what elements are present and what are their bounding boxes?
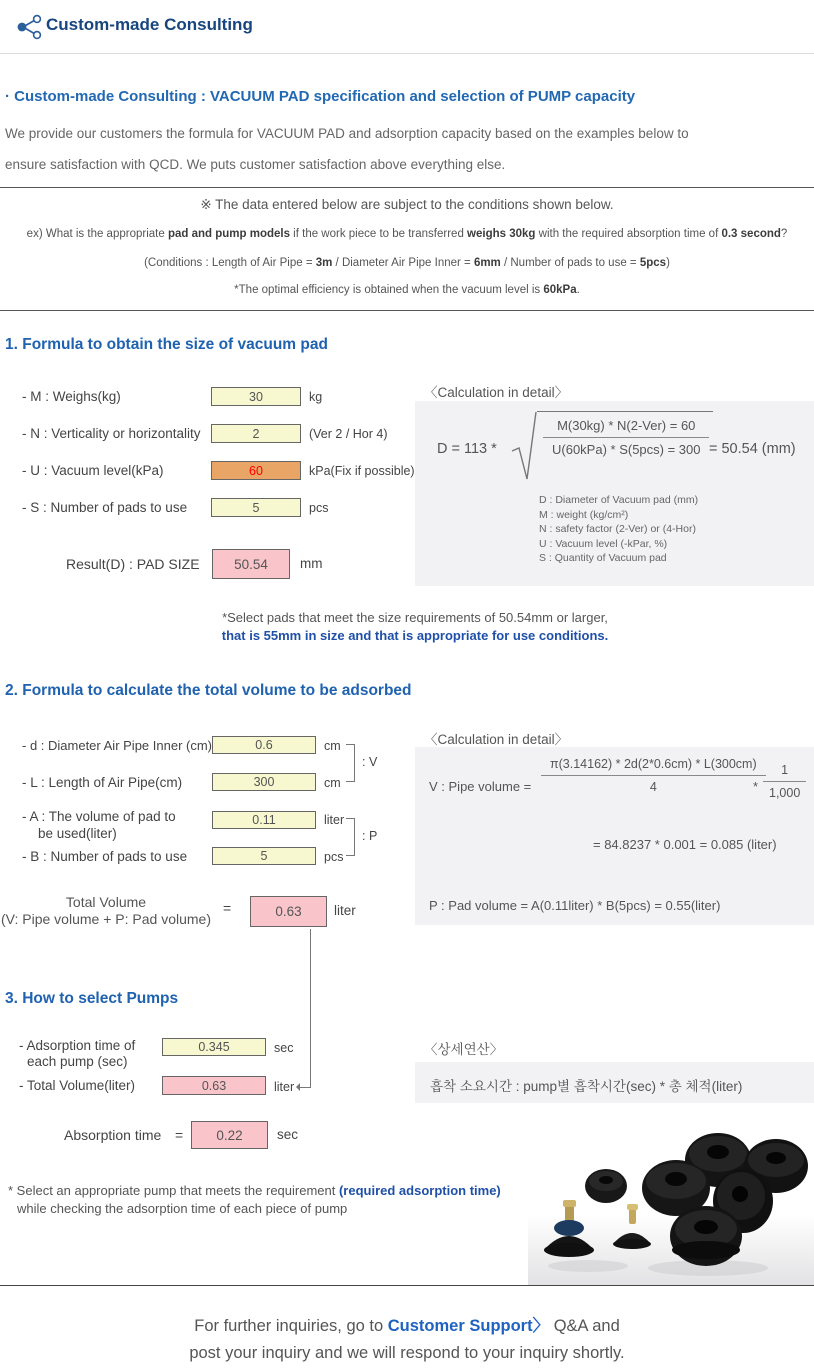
input-pipe-diameter[interactable]: 0.6 <box>212 736 316 754</box>
input-pad-count[interactable]: 5 <box>211 498 301 517</box>
total-volume-label-1: Total Volume <box>65 894 147 910</box>
fraction-denominator: U(60kPa) * S(5pcs) = 300 <box>552 442 701 457</box>
footer-line-1 <box>0 1312 814 1336</box>
calc-detail-header-2: 〈Calculation in detail〉 <box>424 732 569 747</box>
field-label-a-2: be used(liter) <box>38 826 117 841</box>
formula-d-result: = 50.54 (mm) <box>709 441 796 457</box>
total-volume-label-2: (V: Pipe volume + P: Pad volume) <box>1 911 211 927</box>
result-pad-size-value: 50.54 <box>212 549 290 579</box>
unit-liter-s3: liter <box>274 1080 295 1094</box>
field-label-l: - L : Length of Air Pipe(cm) <box>22 775 183 790</box>
conditions-top-divider <box>0 187 814 188</box>
legend-s: S : Quantity of Vacuum pad <box>539 552 667 564</box>
share-icon <box>16 13 44 41</box>
pad-donut <box>585 1169 627 1203</box>
unit-pcs-2: pcs <box>324 850 344 864</box>
legend-d: D : Diameter of Vacuum pad (mm) <box>539 494 699 506</box>
conditions-note: ※ The data entered below are subject to the conditions shown below. <box>200 197 614 212</box>
legend-u: U : Vacuum level (-kPar, %) <box>539 537 668 550</box>
pump-selection-note-1: * Select an appropriate pump that meets the requirement (required adsorption time) <box>8 1183 501 1198</box>
calc-detail-panel-3 <box>415 1062 814 1103</box>
total-volume-value: 0.63 <box>250 896 327 927</box>
footer-pre: For further inquiries, go to <box>194 1317 388 1335</box>
unit-ver-hor: (Ver 2 / Hor 4) <box>309 427 388 441</box>
unit-sec-1: sec <box>274 1041 294 1055</box>
adsorption-time-label-1: - Adsorption time of <box>19 1038 136 1053</box>
header-divider <box>0 53 814 54</box>
unit-kpa: kPa(Fix if possible) <box>309 464 415 478</box>
k-fraction-numerator: 1 <box>763 761 806 782</box>
total-volume-label-s3: - Total Volume(liter) <box>19 1078 136 1093</box>
formula-sqrt <box>511 411 713 483</box>
v-pipe-volume-label: V : Pipe volume = <box>429 779 532 794</box>
bracket-p <box>346 818 355 856</box>
unit-pcs: pcs <box>309 501 329 515</box>
v-fraction-denominator: 4 <box>649 780 657 794</box>
conditions-optimal: *The optimal efficiency is obtained when the vacuum level is 60kPa. <box>234 284 580 296</box>
bracket-v-label: : V <box>362 755 378 769</box>
total-volume-label <box>0 894 212 928</box>
v-fraction <box>541 755 766 796</box>
pad-selection-note-2: that is 55mm in size and that is appropriate for use conditions. <box>221 628 609 643</box>
field-label-m: - M : Weighs(kg) <box>22 389 121 404</box>
input-pipe-length[interactable]: 300 <box>212 773 316 791</box>
pad-disc <box>670 1206 742 1266</box>
absorption-time-eq: = <box>175 1127 184 1143</box>
pad-selection-note-1: *Select pads that meet the size requirements of 50.54mm or larger, <box>222 610 608 625</box>
formula-d-prefix: D = 113 * <box>437 441 497 457</box>
input-vacuum-level[interactable]: 60 <box>211 461 301 480</box>
connector-horizontal-line <box>300 1087 311 1088</box>
unit-mm: mm <box>300 556 323 571</box>
page-title: Custom-made Consulting <box>46 15 253 34</box>
section1-title: 1. Formula to obtain the size of vacuum pad <box>5 336 328 353</box>
conditions-example: ex) What is the appropriate pad and pump models if the work piece to be transferred weighs 30kg with the required absorption time of 0.3 second? <box>26 228 788 240</box>
korean-calc-line: 흡착 소요시간 : pump별 흡착시간(sec) * 총 체적(liter) <box>430 1079 743 1094</box>
k-fraction <box>763 761 806 802</box>
unit-liter-1: liter <box>324 813 345 827</box>
calc-detail-header-1: 〈Calculation in detail〉 <box>424 385 569 400</box>
unit-sec-result: sec <box>277 1127 299 1142</box>
input-adsorption-time[interactable]: 0.345 <box>162 1038 266 1056</box>
v-fraction-numerator: π(3.14162) * 2d(2*0.6cm) * L(300cm) <box>541 755 766 776</box>
section3-title: 3. How to select Pumps <box>5 990 179 1007</box>
footer-line-2: post your inquiry and we will respond to your inquiry shortly. <box>189 1344 625 1362</box>
field-label-u: - U : Vacuum level(kPa) <box>22 463 164 478</box>
unit-kg: kg <box>309 390 323 404</box>
field-label-s: - S : Number of pads to use <box>22 500 188 515</box>
input-weight[interactable]: 30 <box>211 387 301 406</box>
pump-selection-note-2: while checking the adsorption time of each piece of pump <box>17 1201 348 1216</box>
fraction-numerator: M(30kg) * N(2-Ver) = 60 <box>543 416 709 438</box>
input-pad-count-2[interactable]: 5 <box>212 847 316 865</box>
absorption-time-value: 0.22 <box>191 1121 268 1149</box>
intro-line-2: ensure satisfaction with QCD. We puts customer satisfaction above everything else. <box>5 157 506 172</box>
k-fraction-denominator: 1,000 <box>769 786 801 800</box>
legend-m: M : weight (kg/cm²) <box>539 508 629 521</box>
formula-fraction <box>543 416 709 457</box>
legend-n: N : safety factor (2-Ver) or (4-Hor) <box>539 523 696 535</box>
bracket-p-label: : P <box>362 829 378 843</box>
vacuum-pads-photo <box>528 1126 814 1286</box>
calc-detail-header-3: 〈상세연산〉 <box>424 1042 504 1057</box>
field-label-b: - B : Number of pads to use <box>22 849 188 864</box>
field-label-d: - d : Diameter Air Pipe Inner (cm) <box>22 738 212 753</box>
calc-detail-panel-2 <box>415 747 814 925</box>
input-pad-volume[interactable]: 0.11 <box>212 811 316 829</box>
section2-title: 2. Formula to calculate the total volume to be adsorbed <box>5 682 412 699</box>
calc-detail-panel-1 <box>415 401 814 586</box>
total-volume-value-s3: 0.63 <box>162 1076 266 1095</box>
unit-liter-total: liter <box>334 903 356 918</box>
unit-cm-2: cm <box>324 776 341 790</box>
field-label-a-1: - A : The volume of pad to <box>22 809 176 824</box>
customer-support-link[interactable]: Customer Support〉 <box>387 1317 550 1335</box>
section-subtitle: · Custom-made Consulting : VACUUM PAD specification and selection of PUMP capacity <box>5 88 636 105</box>
conditions-bottom-divider <box>0 310 814 311</box>
input-verticality[interactable]: 2 <box>211 424 301 443</box>
footer-post: Q&A and <box>549 1317 620 1335</box>
connector-vertical-line <box>310 929 311 1088</box>
intro-paragraph <box>5 118 689 180</box>
total-volume-eq: = <box>223 900 232 916</box>
intro-line-1: We provide our customers the formula for VACUUM PAD and adsorption capacity based on the examples below to <box>5 126 689 141</box>
result-pad-size-label: Result(D) : PAD SIZE <box>66 556 200 572</box>
absorption-time-label: Absorption time <box>64 1127 162 1143</box>
radical-sign-icon <box>511 411 537 483</box>
formula-legend <box>539 493 698 566</box>
conditions-line: (Conditions : Length of Air Pipe = 3m / Diameter Air Pipe Inner = 6mm / Number of pads to use = 5pcs) <box>144 257 670 269</box>
v-times: * <box>753 779 759 794</box>
adsorption-time-label-2: each pump (sec) <box>27 1054 128 1069</box>
footer-divider <box>0 1285 814 1286</box>
v-result: = 84.8237 * 0.001 = 0.085 (liter) <box>593 837 777 852</box>
unit-cm-1: cm <box>324 739 341 753</box>
bracket-v <box>346 744 355 782</box>
p-pad-volume-line: P : Pad volume = A(0.11liter) * B(5pcs) = 0.55(liter) <box>429 898 721 913</box>
field-label-n: - N : Verticality or horizontality <box>22 426 201 441</box>
